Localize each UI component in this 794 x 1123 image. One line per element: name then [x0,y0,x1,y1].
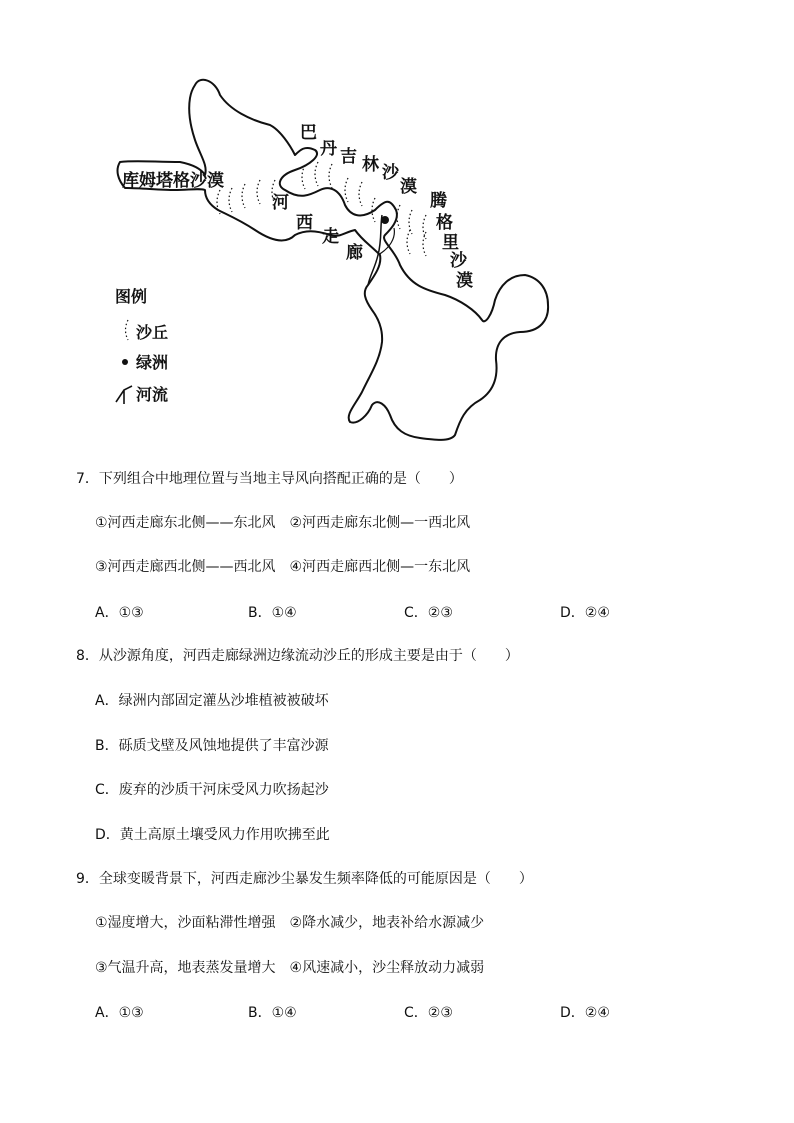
label-hexi-3: 走 [322,227,339,247]
label-tengger-3: 里 [442,233,459,253]
label-badain-1: 巴 [300,123,317,143]
hexi-corridor-map [100,70,570,450]
question-7-choice-b: B．①④ [248,605,297,621]
question-7-choice-c: C．②③ [404,605,453,621]
label-tengger-5: 漠 [456,271,473,291]
question-7-choice-a: A．①③ [95,605,144,621]
question-9-choice-d: D．②④ [560,1005,610,1021]
question-9-stem: 9．全球变暖背景下，河西走廊沙尘暴发生频率降低的可能原因是（ ） [76,871,533,887]
question-9-statement-2: ③气温升高，地表蒸发量增大 ④风速减小，沙尘释放动力减弱 [95,960,485,976]
map-legend [115,287,168,404]
question-9-choice-c: C．②③ [404,1005,453,1021]
question-9-statement-1: ①湿度增大，沙面粘滞性增强 ②降水减少，地表补给水源减少 [95,915,485,931]
question-7-statement-2: ③河西走廊西北侧——西北风 ④河西走廊西北侧—一东北风 [95,559,471,575]
dune-legend-icon [126,320,129,340]
legend-dune: 沙丘 [136,323,169,342]
region-outline [118,80,549,440]
label-badain-3: 吉 [340,147,357,167]
question-7-statement-1: ①河西走廊东北侧——东北风 ②河西走廊东北侧—一西北风 [95,515,471,531]
label-tengger-4: 沙 [450,251,467,271]
label-badain-2: 丹 [320,139,337,159]
question-8-choice-b: B．砾质戈壁及风蚀地提供了丰富沙源 [95,738,329,754]
oasis-dot [381,216,389,224]
label-hexi-4: 廊 [346,243,363,263]
label-badain-5: 沙 [382,163,399,183]
legend-title: 图例 [115,287,148,306]
question-8-choice-a: A．绿洲内部固定灌丛沙堆植被被破坏 [95,693,329,709]
river-legend-icon [116,386,132,404]
oasis-legend-icon [122,359,128,365]
label-tengger-1: 腾 [430,191,447,211]
question-8-choice-c: C．废弃的沙质干河床受风力吹扬起沙 [95,782,329,798]
legend-oasis: 绿洲 [136,353,169,372]
question-9-choice-b: B．①④ [248,1005,297,1021]
label-badain-4: 林 [362,155,379,175]
label-kumtag-desert: 库姆塔格沙漠 [122,171,224,191]
question-7-stem: 7．下列组合中地理位置与当地主导风向搭配正确的是（ ） [76,471,463,487]
question-7-choice-d: D．②④ [560,605,610,621]
question-9-choice-a: A．①③ [95,1005,144,1021]
label-hexi-2: 西 [296,213,313,233]
legend-river: 河流 [136,385,169,404]
label-tengger-2: 格 [436,213,453,233]
label-hexi-1: 河 [272,193,289,213]
question-8-choice-d: D．黄土高原土壤受风力作用吹拂至此 [95,827,330,843]
question-8-stem: 8．从沙源角度，河西走廊绿洲边缘流动沙丘的形成主要是由于（ ） [76,648,519,664]
label-badain-6: 漠 [400,177,417,197]
